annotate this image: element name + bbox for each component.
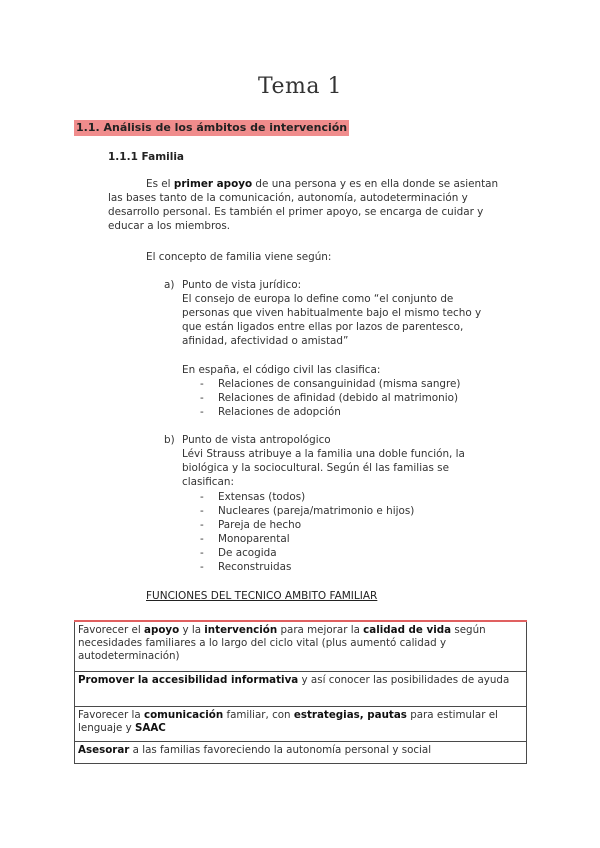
point-a-line: afinidad, afectividad o amistad”: [182, 335, 349, 347]
page-title: Tema 1: [258, 74, 342, 99]
intro-bold: primer apoyo: [173, 178, 253, 190]
concept-text: El concepto de familia viene según:: [146, 251, 332, 263]
intro-line: desarrollo personal. Es también el primer apoyo, se encarga de cuidar y: [108, 206, 484, 218]
point-a-heading: Punto de vista jurídico:: [182, 279, 302, 291]
list-item: - Reconstruidas: [200, 560, 414, 574]
point-a-line: El consejo de europa lo define como “el conjunto de: [182, 293, 454, 305]
point-b: [182, 433, 527, 489]
list-item: - Nucleares (pareja/matrimonio e hijos): [200, 504, 414, 518]
point-b-line: Lévi Strauss atribuye a la familia una doble función, la: [182, 448, 465, 460]
list-item: - Relaciones de adopción: [200, 405, 461, 419]
functions-heading: FUNCIONES DEL TECNICO AMBITO FAMILIAR: [146, 590, 378, 602]
kinship-list: [200, 377, 461, 419]
list-item: - De acogida: [200, 546, 414, 560]
intro-paragraph: [108, 177, 538, 233]
list-item: - Monoparental: [200, 532, 414, 546]
intro-text: Es el: [146, 178, 174, 190]
point-a-line: personas que viven habitualmente bajo el mismo techo y: [182, 307, 482, 319]
point-b-line: clasifican:: [182, 476, 234, 488]
table-row: [75, 621, 527, 672]
functions-table: [74, 620, 527, 764]
family-types-list: [200, 490, 414, 574]
point-a-line: que están ligados entre ellas por lazos de parentesco,: [182, 321, 464, 333]
intro-line: educar a los miembros.: [108, 220, 231, 232]
spain-text: En españa, el código civil las clasifica:: [182, 364, 381, 376]
table-cell: Asesorar a las familias favoreciendo la autonomía personal y social: [75, 742, 527, 764]
point-a: [182, 278, 527, 348]
point-b-heading: Punto de vista antropológico: [182, 434, 331, 446]
table-cell: Promover la accesibilidad informativa y así conocer las posibilidades de ayuda: [75, 672, 527, 707]
table-cell: Favorecer el apoyo y la intervención para mejorar la calidad de vida según necesidades familiares a lo largo del ciclo vital (plus aumentó calidad y autodeterminación): [75, 621, 527, 672]
table-row: [75, 707, 527, 742]
table-row: [75, 672, 527, 707]
point-b-line: biológica y la sociocultural. Según él las familias se: [182, 462, 449, 474]
subsection-heading: 1.1.1 Familia: [108, 151, 185, 163]
point-b-marker: b): [164, 434, 175, 446]
list-item: - Relaciones de consanguinidad (misma sangre): [200, 377, 461, 391]
intro-text: de una persona y es en ella donde se asientan: [252, 178, 499, 190]
intro-line: las bases tanto de la comunicación, autonomía, autodeterminación y: [108, 192, 468, 204]
list-item: - Pareja de hecho: [200, 518, 414, 532]
table-cell: Favorecer la comunicación familiar, con estrategias, pautas para estimular el lenguaje y SAAC: [75, 707, 527, 742]
list-item: - Relaciones de afinidad (debido al matrimonio): [200, 391, 461, 405]
table-row: [75, 742, 527, 764]
list-item: - Extensas (todos): [200, 490, 414, 504]
point-a-marker: a): [164, 279, 175, 291]
section-heading: 1.1. Análisis de los ámbitos de intervención: [76, 121, 348, 134]
